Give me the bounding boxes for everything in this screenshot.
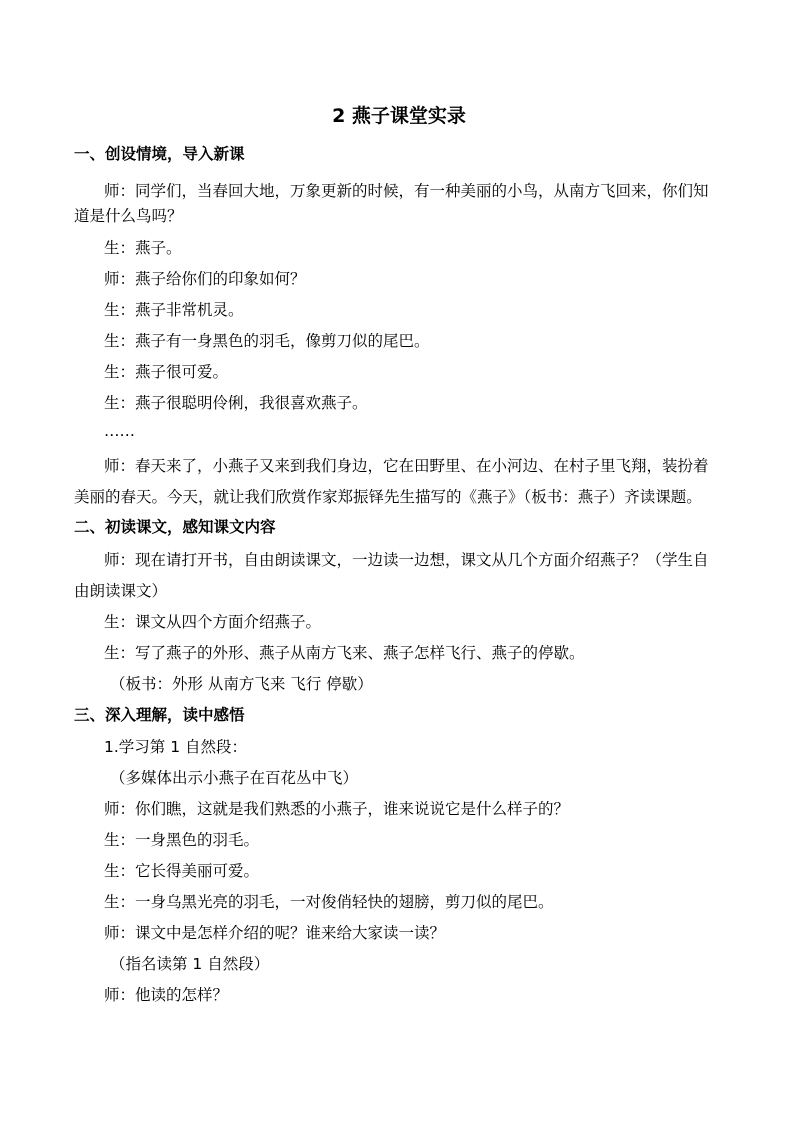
dialogue-line: 生：它长得美丽可爱。 bbox=[104, 862, 260, 880]
paragraph-line: 道是什么鸟吗？ bbox=[74, 207, 183, 225]
dialogue-line: 生：燕子。 bbox=[104, 239, 182, 257]
paragraph-line: 师：春天来了，小燕子又来到我们身边，它在田野里、在小河边、在村子里飞翔，装扮着 bbox=[104, 457, 709, 475]
subsection-label: 1.学习第 1 自然段： bbox=[104, 738, 248, 756]
dialogue-line: 生：燕子有一身黑色的羽毛，像剪刀似的尾巴。 bbox=[104, 332, 430, 350]
stage-direction: （多媒体出示小燕子在百花丛中飞） bbox=[110, 769, 359, 787]
paragraph-line: 美丽的春天。今天，就让我们欣赏作家郑振铎先生描写的《燕子》（板书：燕子）齐读课题。 bbox=[74, 488, 702, 506]
section-heading-3: 三、深入理解，读中感悟 bbox=[74, 706, 245, 724]
dialogue-line: 师：燕子给你们的印象如何？ bbox=[104, 270, 306, 288]
ellipsis: …… bbox=[104, 422, 135, 440]
dialogue-line: 生：一身乌黑光亮的羽毛，一对俊俏轻快的翅膀，剪刀似的尾巴。 bbox=[104, 893, 554, 911]
section-heading-1: 一、创设情境，导入新课 bbox=[74, 145, 245, 163]
dialogue-line: 师：他读的怎样？ bbox=[104, 986, 229, 1004]
dialogue-line: 生：课文从四个方面介绍燕子。 bbox=[104, 613, 322, 631]
section-heading-2: 二、初读课文，感知课文内容 bbox=[74, 518, 276, 536]
dialogue-line: 生：燕子很聪明伶俐，我很喜欢燕子。 bbox=[104, 394, 368, 412]
document-title: 2 燕子课堂实录 bbox=[332, 105, 466, 127]
dialogue-line: 生：燕子很可爱。 bbox=[104, 363, 229, 381]
dialogue-line: 生：写了燕子的外形、燕子从南方飞来、燕子怎样飞行、燕子的停歇。 bbox=[104, 644, 585, 662]
dialogue-line: 师：你们瞧，这就是我们熟悉的小燕子，谁来说说它是什么样子的？ bbox=[104, 800, 570, 818]
paragraph-line: 由朗读课文） bbox=[74, 582, 168, 600]
stage-direction: （指名读第 1 自然段） bbox=[110, 955, 270, 973]
paragraph-line: 师：现在请打开书，自由朗读课文，一边读一边想，课文从几个方面介绍燕子？（学生自 bbox=[104, 551, 709, 569]
blackboard-note: （板书：外形 从南方飞来 飞行 停歇） bbox=[110, 675, 373, 693]
paragraph-line: 师：同学们，当春回大地，万象更新的时候，有一种美丽的小鸟，从南方飞回来，你们知 bbox=[104, 182, 709, 200]
dialogue-line: 师：课文中是怎样介绍的呢？谁来给大家读一读？ bbox=[104, 924, 446, 942]
dialogue-line: 生：燕子非常机灵。 bbox=[104, 301, 244, 319]
dialogue-line: 生：一身黑色的羽毛。 bbox=[104, 831, 260, 849]
